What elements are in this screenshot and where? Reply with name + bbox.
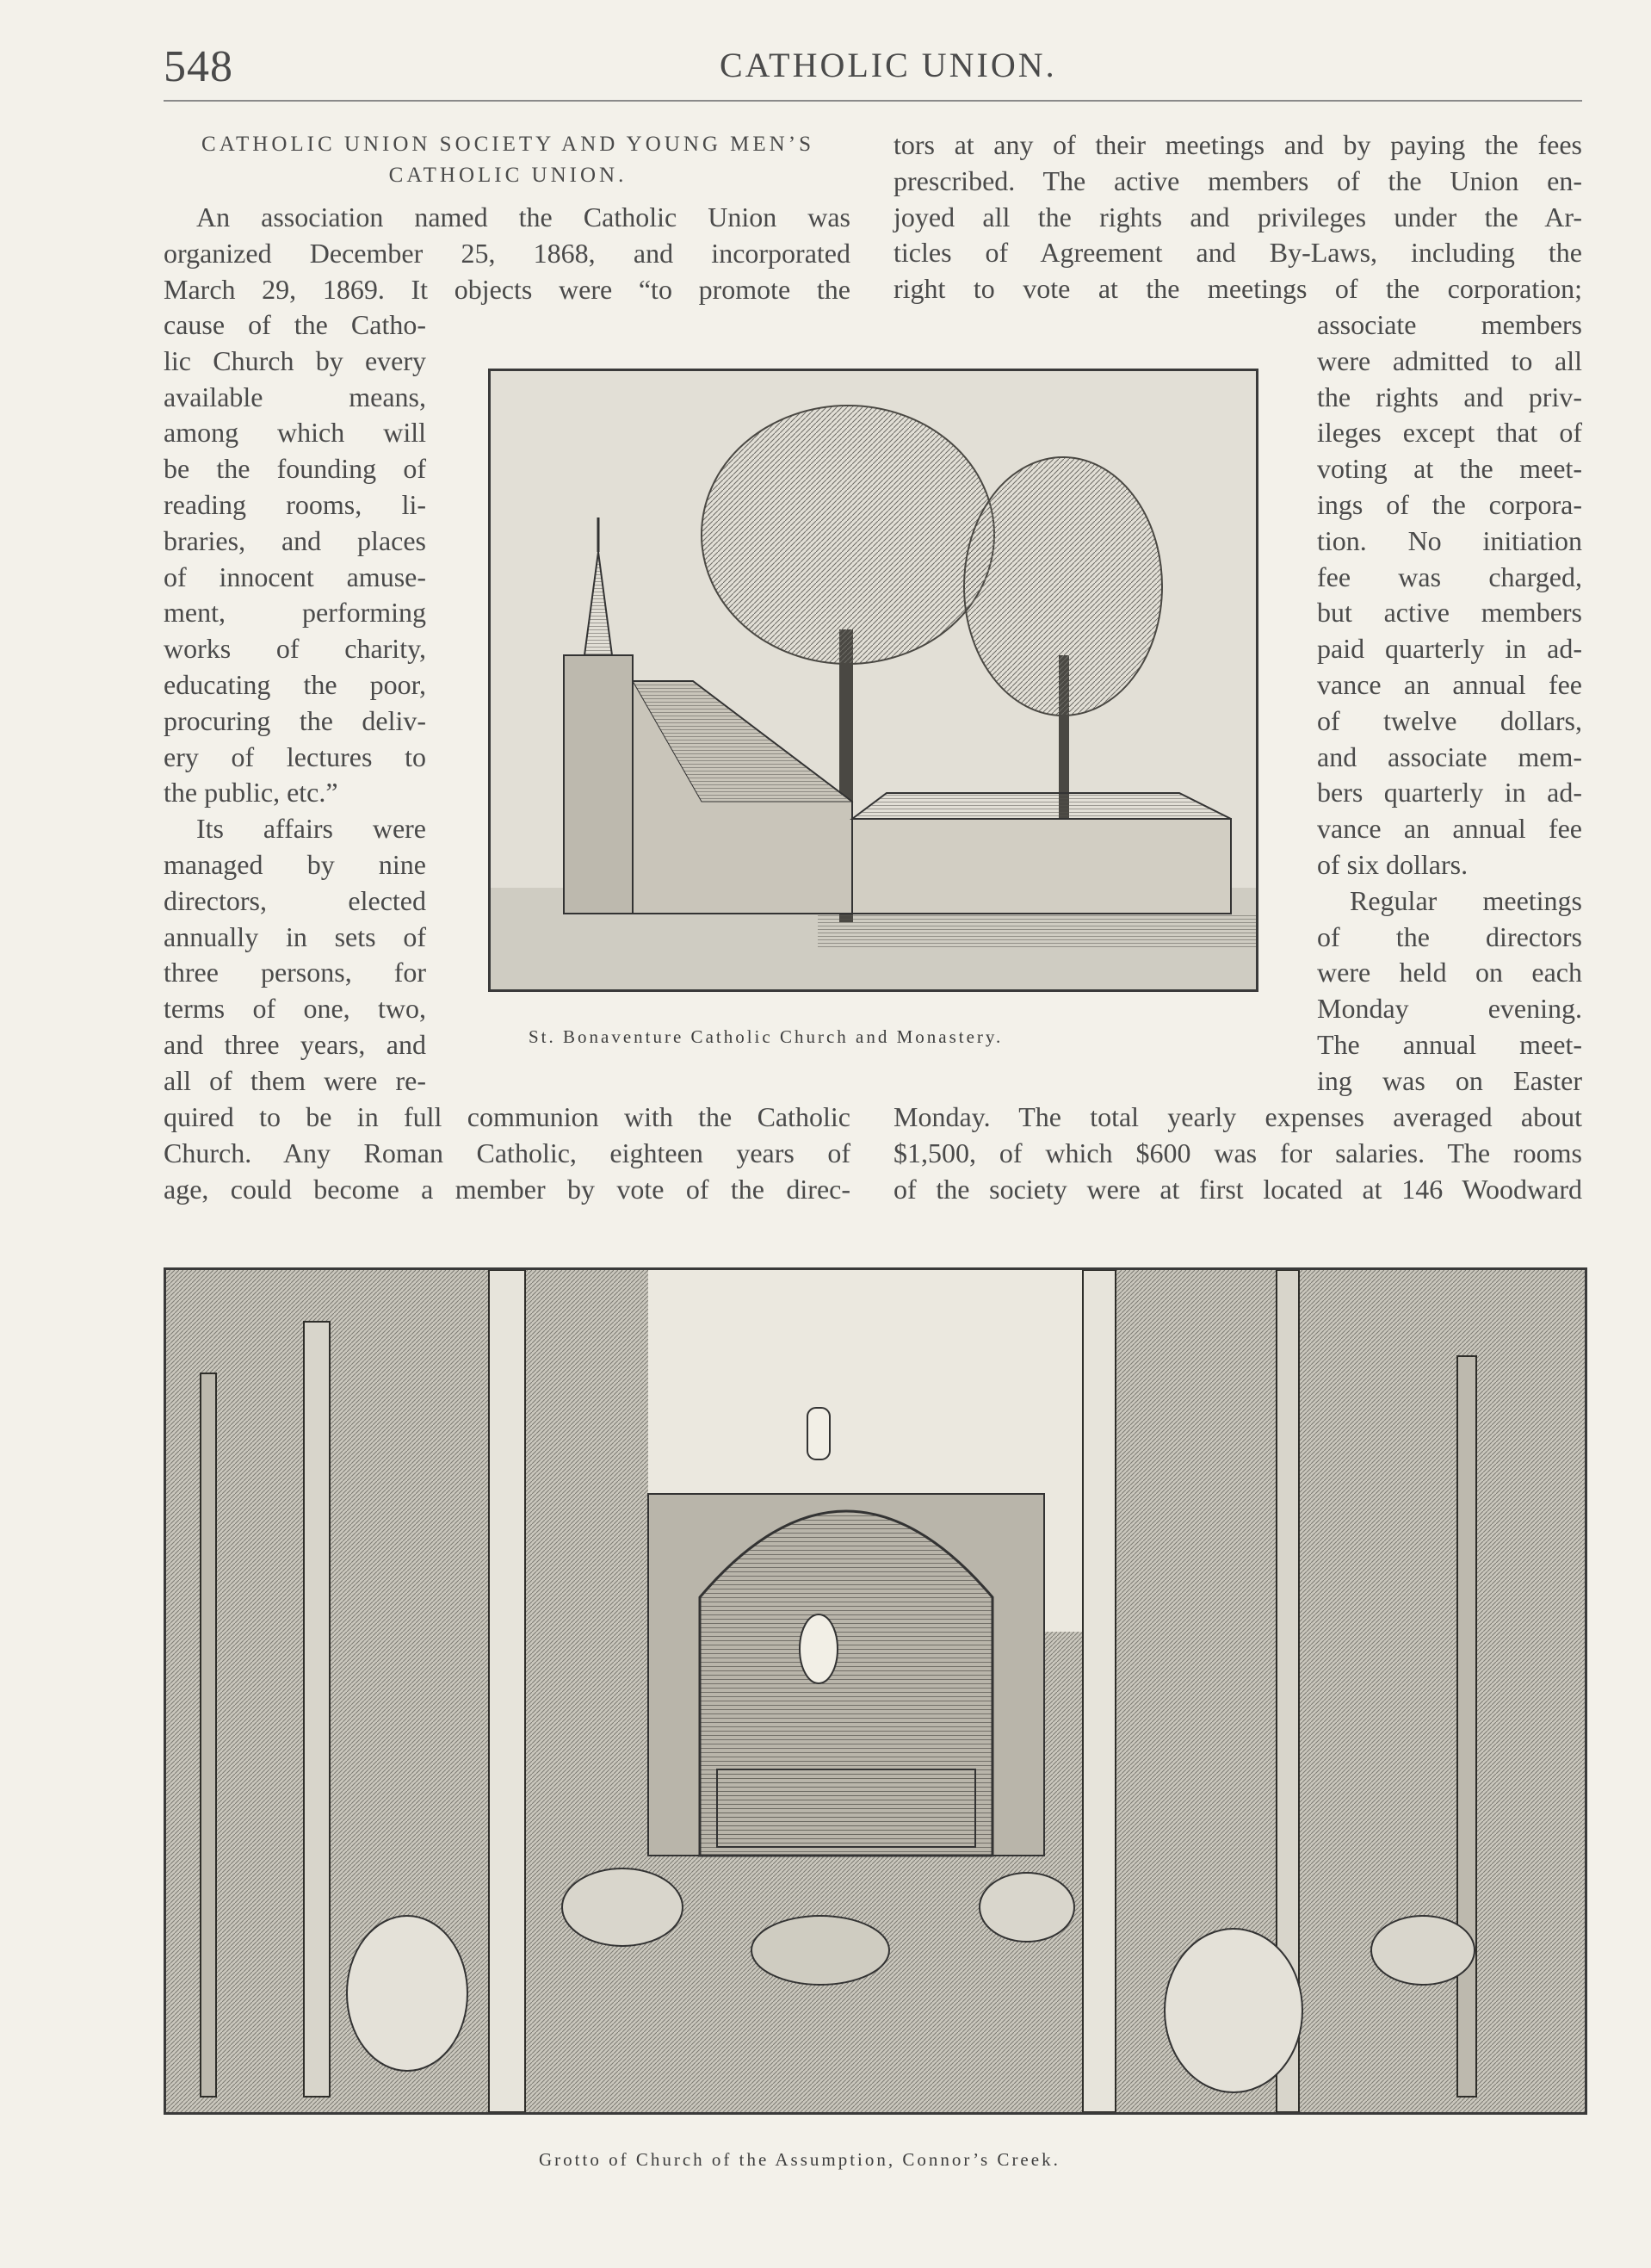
right-column-bottom xyxy=(894,1100,1582,1207)
text-line: the rights and priv- xyxy=(1317,381,1582,412)
text-line: tors at any of their meetings and by paying the fees xyxy=(894,129,1582,160)
text-line: procuring the deliv- xyxy=(164,704,426,736)
text-line: and associate mem- xyxy=(1317,741,1582,772)
section-heading xyxy=(164,129,852,191)
text-line: Monday. The total yearly expenses averaged about xyxy=(894,1101,1582,1132)
text-line: reading rooms, li- xyxy=(164,488,426,520)
grotto-illustration xyxy=(166,1270,1585,2112)
text-line: works of charity, xyxy=(164,633,426,665)
church-engraving xyxy=(488,369,1258,992)
text-line: associate members xyxy=(1317,309,1582,340)
section-heading-line: CATHOLIC UNION. xyxy=(388,164,628,187)
left-column-bottom xyxy=(164,1100,850,1207)
section-heading-line: CATHOLIC UNION SOCIETY AND YOUNG MEN’S xyxy=(201,133,814,156)
left-column-narrow xyxy=(164,307,426,1100)
text-line: organized December 25, 1868, and incorporated xyxy=(164,237,850,269)
text-line: ment, performing xyxy=(164,597,426,629)
text-line: ileges except that of xyxy=(1317,417,1582,449)
text-line: quired to be in full communion with the Catholic xyxy=(164,1101,850,1132)
text-line: Its affairs were xyxy=(196,813,426,845)
text-line: An association named the Catholic Union was xyxy=(196,201,850,232)
text-line: among which will xyxy=(164,417,426,449)
text-line: were held on each xyxy=(1317,957,1582,988)
text-line: joyed all the rights and privileges under the Ar- xyxy=(894,201,1582,232)
text-line: annually in sets of xyxy=(164,920,426,952)
text-line: Church. Any Roman Catholic, eighteen years of xyxy=(164,1137,850,1168)
text-line: all of them were re- xyxy=(164,1064,426,1096)
text-line: educating the poor, xyxy=(164,668,426,700)
text-line: tion. No initiation xyxy=(1317,524,1582,556)
right-column-top xyxy=(894,127,1582,307)
text-line: available means, xyxy=(164,381,426,412)
text-line: right to vote at the meetings of the corporation; xyxy=(894,273,1582,305)
text-line: and three years, and xyxy=(164,1028,426,1060)
text-line: ticles of Agreement and By-Laws, including the xyxy=(894,237,1582,269)
running-title: CATHOLIC UNION. xyxy=(720,46,1057,84)
text-line: of the society were at first located at 146 Woodward xyxy=(894,1173,1582,1205)
text-line: of six dollars. xyxy=(1317,848,1469,880)
text-line: three persons, for xyxy=(164,957,426,988)
text-line: but active members xyxy=(1317,597,1582,629)
text-line: ings of the corpora- xyxy=(1317,488,1582,520)
text-line: be the founding of xyxy=(164,453,426,485)
text-line: of twelve dollars, xyxy=(1317,704,1582,736)
text-line: prescribed. The active members of the Union en- xyxy=(894,164,1582,196)
text-line: paid quarterly in ad- xyxy=(1317,633,1582,665)
text-line: ery of lectures to xyxy=(164,741,426,772)
text-line: the public, etc.” xyxy=(164,777,338,809)
text-line: lic Church by every xyxy=(164,344,426,376)
text-line: vance an annual fee xyxy=(1317,813,1582,845)
text-line: voting at the meet- xyxy=(1317,453,1582,485)
text-line: terms of one, two, xyxy=(164,993,426,1025)
text-line: fee was charged, xyxy=(1317,561,1582,592)
church-illustration xyxy=(491,371,1256,989)
text-line: $1,500, of which $600 was for salaries. The rooms xyxy=(894,1137,1582,1168)
text-line: braries, and places xyxy=(164,524,426,556)
text-line: ing was on Easter xyxy=(1317,1064,1582,1096)
text-line: cause of the Catho- xyxy=(164,309,426,340)
text-line: March 29, 1869. It objects were “to promote the xyxy=(164,273,850,305)
text-line: of the directors xyxy=(1317,920,1582,952)
header-rule xyxy=(164,100,1582,102)
fence xyxy=(818,914,1256,948)
grotto-engraving xyxy=(164,1267,1587,2115)
text-line: Monday evening. xyxy=(1317,993,1582,1025)
left-column-top xyxy=(164,200,850,307)
text-line: were admitted to all xyxy=(1317,344,1582,376)
text-line: directors, elected xyxy=(164,884,426,916)
figure-caption: Grotto of Church of the Assumption, Connor’s Creek. xyxy=(539,2149,1060,2170)
text-line: managed by nine xyxy=(164,848,426,880)
figure-caption: St. Bonaventure Catholic Church and Monastery. xyxy=(529,1026,1004,1047)
page-number: 548 xyxy=(164,42,233,91)
monastery-building xyxy=(852,793,1231,914)
text-line: bers quarterly in ad- xyxy=(1317,777,1582,809)
text-line: Regular meetings xyxy=(1350,884,1582,916)
text-line: of innocent amuse- xyxy=(164,561,426,592)
right-column-narrow xyxy=(1317,307,1582,1100)
text-line: vance an annual fee xyxy=(1317,668,1582,700)
text-line: age, could become a member by vote of the direc- xyxy=(164,1173,850,1205)
text-line: The annual meet- xyxy=(1317,1028,1582,1060)
